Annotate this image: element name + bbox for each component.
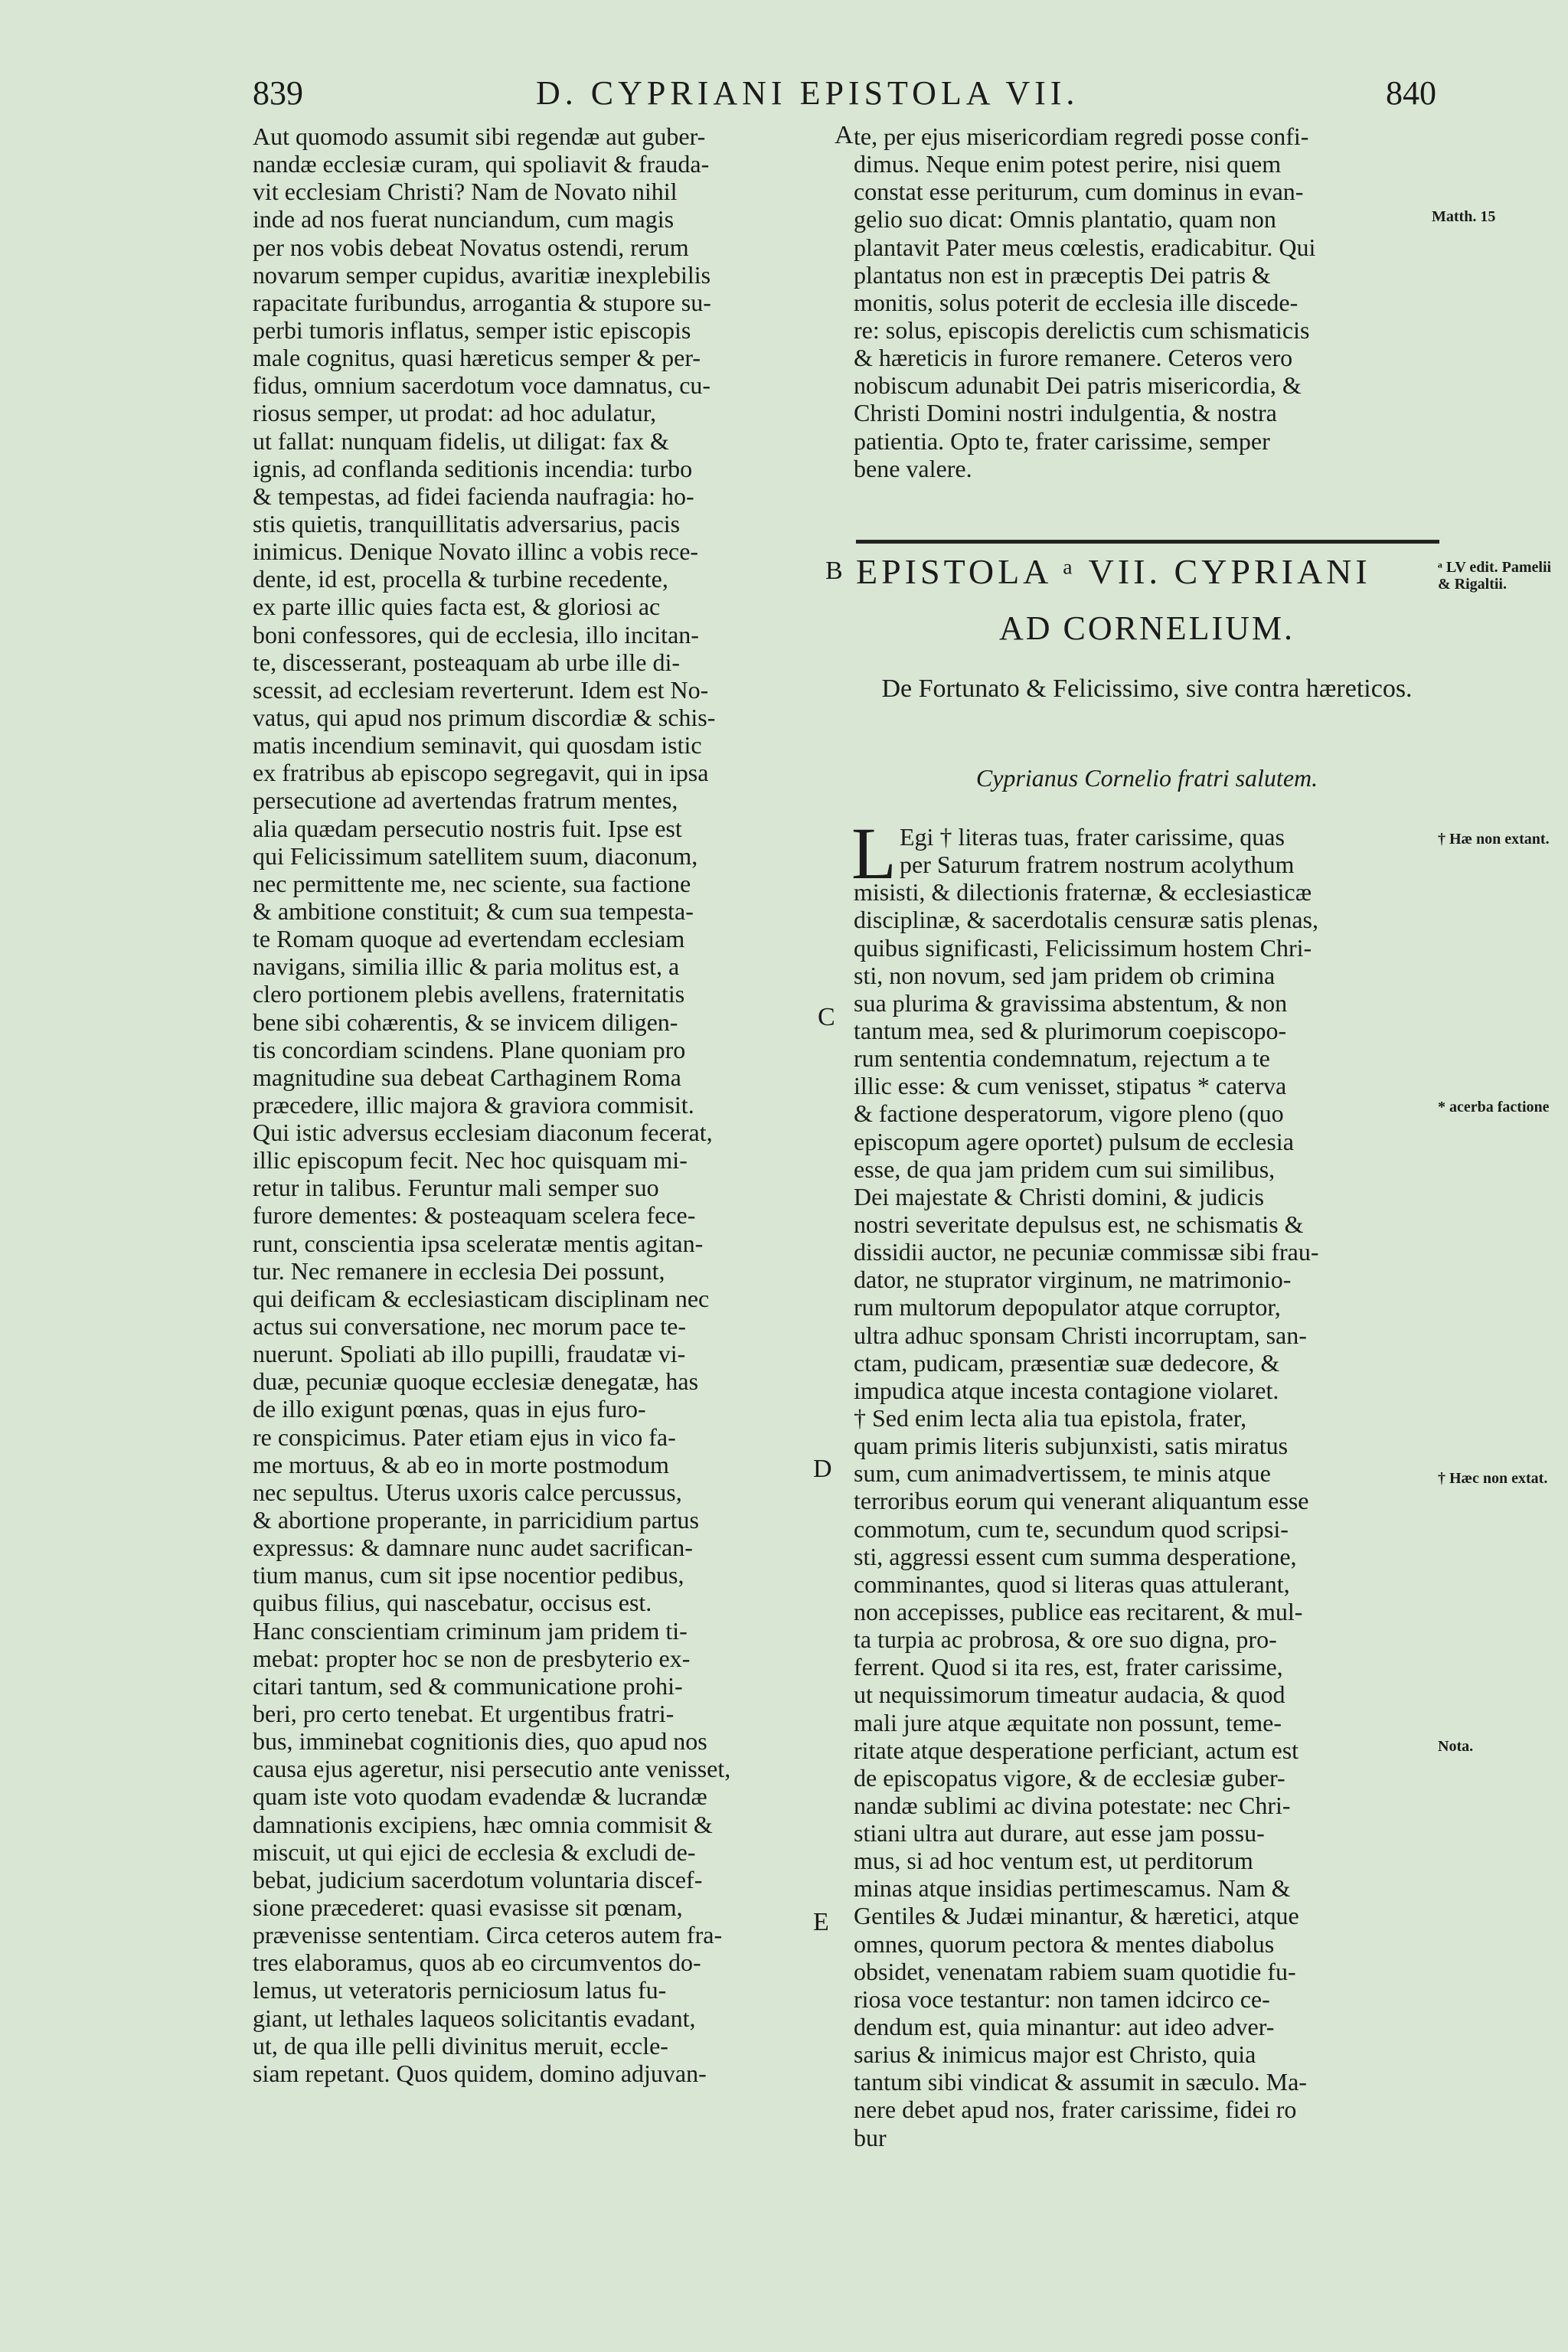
heading-rule	[856, 540, 1439, 544]
text-line: ut nequissimorum timeatur audacia, & quod	[854, 1681, 1285, 1709]
text-line: navigans, similia illic & paria molitus est, a	[253, 952, 680, 981]
section-marker-b: B	[825, 557, 843, 585]
text-line: nostri severitate depulsus est, ne schismatis &	[854, 1210, 1304, 1238]
text-line: gelio suo dicat: Omnis plantatio, quam non	[854, 205, 1276, 234]
text-line: ex fratribus ab episcopo segregavit, qui in ipsa	[253, 759, 709, 787]
text-line: disciplinæ, & sacerdotalis censuræ satis plenas,	[854, 906, 1318, 934]
text-line: bebat, judicium sacerdotum voluntaria discef-	[253, 1865, 703, 1893]
text-line: qui Felicissimum satellitem suum, diaconum,	[253, 841, 698, 870]
text-line: non accepisses, publice eas recitarent, & mul-	[854, 1597, 1303, 1625]
text-line: ut, de qua ille pelli divinitus meruit, eccle-	[253, 2031, 668, 2060]
text-line: bur	[854, 2123, 887, 2151]
left-page-number: 839	[253, 74, 303, 112]
text-line: fidus, omnium sacerdotum voce damnatus, cu-	[253, 371, 711, 400]
text-line: commotum, cum te, secundum quod scripsi-	[854, 1514, 1289, 1543]
text-line: † Sed enim lecta alia tua epistola, frater,	[854, 1403, 1247, 1432]
text-line: Hanc conscientiam criminum jam pridem ti-	[253, 1616, 688, 1645]
text-line: præcedere, illic majora & graviora commisit.	[253, 1090, 694, 1119]
text-line: magnitudine sua debeat Carthaginem Roma	[253, 1063, 681, 1091]
text-line: per nos vobis debeat Novatus ostendi, rerum	[253, 233, 689, 261]
text-line: esse, de qua jam pridem cum sui similibus,	[854, 1155, 1276, 1183]
text-line: Gentiles & Judæi minantur, & hæretici, atque	[854, 1902, 1299, 1930]
text-line: ta turpia ac probrosa, & ore suo digna, pro-	[854, 1625, 1277, 1654]
running-title: D. CYPRIANI EPISTOLA VII.	[536, 74, 1080, 112]
text-line: dator, ne stuprator virginum, ne matrimonio-	[854, 1266, 1292, 1294]
left-column	[253, 122, 815, 2087]
text-line: te, per ejus misericordiam regredi posse confi-	[854, 122, 1309, 150]
text-line: mebat: propter hoc se non de presbyterio ex-	[253, 1644, 691, 1672]
text-line: dissidii auctor, ne pecuniæ commissæ sibi frau-	[854, 1238, 1319, 1266]
text-line: ritate atque desperatione perficiant, actum est	[854, 1736, 1299, 1764]
text-line: beri, pro certo tenebat. Et urgentibus fratri-	[253, 1700, 675, 1728]
text-line: te Romam quoque ad evertendam ecclesiam	[253, 925, 685, 953]
text-line: omnes, quorum pectora & mentes diabolus	[854, 1929, 1275, 1958]
epistle-argument: De Fortunato & Felicissimo, sive contra hæreticos.	[881, 675, 1413, 703]
margin-note-not-extant-1: † Hæ non extant.	[1438, 831, 1550, 848]
text-line: rapacitate furibundus, arrogantia & stupore su-	[253, 288, 711, 316]
text-line: persecutione ad avertendas fratrum mentes,	[253, 786, 678, 815]
text-line: per Saturum fratrem nostrum acolythum	[900, 851, 1295, 879]
text-line: inde ad nos fuerat nunciandum, cum magis	[253, 205, 675, 234]
right-column-top	[854, 122, 1436, 482]
epistle-subtitle: AD CORNELIUM.	[998, 609, 1295, 647]
epistle-salutation: Cyprianus Cornelio fratri salutem.	[975, 764, 1318, 792]
text-line: plantavit Pater meus cœlestis, eradicabitur. Qui	[854, 233, 1316, 261]
text-line: tis concordiam scindens. Plane quoniam pro	[253, 1035, 686, 1063]
text-line: nuerunt. Spoliati ab illo pupilli, fraudatæ vi-	[253, 1340, 686, 1368]
text-line: & ambitione constituit; & cum sua tempesta-	[253, 897, 694, 925]
text-line: bene sibi cohærentis, & se invicem diligen-	[253, 1008, 678, 1036]
text-line: ctam, pudicam, præsentiæ suæ dedecore, &	[854, 1348, 1280, 1377]
text-line: terroribus eorum qui venerant aliquantum esse	[854, 1487, 1309, 1515]
margin-note-not-extant-2: † Hæc non extat.	[1438, 1470, 1548, 1487]
text-line: tres elaboramus, quos ab eo circumventos do-	[253, 1949, 701, 1977]
text-line: tantum sibi vindicat & assumit in sæculo. Ma-	[854, 2068, 1307, 2096]
text-line: Egi † literas tuas, frater carissime, quas	[900, 823, 1285, 851]
text-line: illic episcopum fecit. Nec hoc quisquam mi-	[253, 1146, 688, 1174]
text-line: qui deificam & ecclesiasticam disciplinam nec	[253, 1284, 710, 1312]
text-line: tur. Nec remanere in ecclesia Dei possunt,	[253, 1256, 665, 1285]
margin-note-acerba: * acerba factione	[1438, 1099, 1550, 1116]
text-line: matis incendium seminavit, qui quosdam istic	[253, 731, 702, 760]
text-line: & hæreticis in furore remanere. Ceteros vero	[854, 344, 1293, 372]
text-line: Qui istic adversus ecclesiam diaconum fecerat,	[253, 1119, 713, 1147]
text-line: re conspicimus. Pater etiam ejus in vico fa-	[253, 1423, 676, 1451]
text-line: prævenisse sententiam. Circa ceteros autem fra-	[253, 1921, 723, 1949]
text-line: bene valere.	[854, 454, 972, 482]
text-line: siam repetant. Quos quidem, domino adjuvan-	[253, 2059, 707, 2087]
text-line: episcopum agere oportet) pulsum de ecclesia	[854, 1127, 1294, 1155]
text-line: sti, aggressi essent cum summa desperatione,	[854, 1542, 1297, 1570]
text-line: sua plurima & gravissima abstentum, & non	[854, 988, 1288, 1017]
text-line: illic esse: & cum venisset, stipatus * caterva	[854, 1072, 1287, 1100]
text-line: rum sententia condemnatum, rejectum a te	[854, 1044, 1270, 1073]
text-line: impudica atque incesta contagione violaret.	[854, 1376, 1279, 1404]
text-line: actus sui conversatione, nec morum pace te-	[253, 1312, 686, 1341]
text-line: de illo exigunt pœnas, quas in ejus furo-	[253, 1395, 646, 1423]
text-line: novarum semper cupidus, avaritiæ inexplebilis	[253, 260, 711, 289]
text-line: Dei majestate & Christi domini, & judicis	[854, 1182, 1264, 1210]
text-line: rum multorum depopulator atque corruptor,	[854, 1293, 1281, 1321]
text-line: te, discesserant, posteaquam ab urbe ille di-	[253, 648, 681, 676]
epistle-title: EPISTOLA ᵃ VII. CYPRIANI	[856, 552, 1371, 591]
text-line: comminantes, quod si literas quas attulerant,	[854, 1570, 1290, 1598]
right-page-number: 840	[1386, 74, 1436, 112]
text-line: Christi Domini nostri indulgentia, & nostra	[854, 399, 1277, 427]
text-line: sti, non novum, sed jam pridem ob crimina	[854, 961, 1276, 989]
text-line: runt, conscientia ipsa sceleratæ mentis agitan-	[253, 1229, 704, 1257]
text-line: ferrent. Quod si ita res, est, frater carissime,	[854, 1653, 1283, 1681]
text-line: causa ejus ageretur, nisi persecutio ante venisset,	[253, 1755, 731, 1783]
text-line: lemus, ut veteratoris perniciosum latus fu-	[253, 1976, 667, 2004]
text-line: re: solus, episcopis derelictis cum schismaticis	[854, 315, 1310, 344]
text-line: sarius & inimicus major est Christo, quia	[854, 2040, 1256, 2069]
text-line: ultra adhuc sponsam Christi incorruptam, san-	[854, 1321, 1307, 1349]
text-line: dendum est, quia minantur: aut ideo adver-	[854, 2013, 1275, 2041]
right-column-bottom	[854, 823, 1436, 2151]
text-line: dimus. Neque enim potest perire, nisi quem	[854, 150, 1282, 178]
text-line: tium manus, cum sit ipse nocentior pedibus,	[253, 1561, 684, 1589]
section-marker-a: A	[835, 121, 854, 149]
text-line: constat esse periturum, cum dominus in evan-	[854, 178, 1304, 206]
text-line: expressus: & damnare nunc audet sacrifican-	[253, 1534, 693, 1562]
text-line: citari tantum, sed & communicatione prohi-	[253, 1671, 683, 1700]
text-line: & factione desperatorum, vigore pleno (quo	[854, 1099, 1284, 1128]
text-line: riosa voce testantur: non tamen idcirco ce-	[854, 1984, 1270, 2013]
margin-note-nota: Nota.	[1438, 1738, 1474, 1755]
text-line: patientia. Opto te, frater carissime, semper	[854, 426, 1270, 455]
text-line: perbi tumoris inflatus, semper istic episcopis	[253, 315, 691, 344]
text-line: quibus significasti, Felicissimum hostem Chri-	[854, 933, 1312, 962]
margin-note-matthew: Matth. 15	[1432, 208, 1496, 225]
text-line: riosus semper, ut prodat: ad hoc adulatur,	[253, 399, 657, 427]
text-line: nandæ ecclesiæ curam, qui spoliavit & frauda-	[253, 150, 710, 178]
text-line: & tempestas, ad fidei facienda naufragia: ho-	[253, 482, 694, 510]
text-line: & abortione properante, in parricidium partus	[253, 1506, 699, 1534]
text-line: misisti, & dilectionis fraternæ, & ecclesiasticæ	[854, 878, 1312, 906]
text-line: quam primis literis subjunxisti, satis miratus	[854, 1432, 1289, 1460]
text-line: duæ, pecuniæ quoque ecclesiæ denegatæ, has	[253, 1367, 699, 1396]
text-line: male cognitus, quasi hæreticus semper & per-	[253, 344, 701, 372]
text-line: bus, imminebat cognitionis dies, quo apud nos	[253, 1727, 707, 1756]
text-line: monitis, solus poterit de ecclesia ille discede-	[854, 288, 1298, 316]
text-line: quam iste voto quodam evadendæ & lucrandæ	[253, 1782, 707, 1811]
text-line: stiani ultra aut durare, aut esse jam possu-	[854, 1819, 1265, 1847]
text-line: tantum mea, sed & plurimorum coepiscopo-	[854, 1016, 1287, 1044]
text-line: miscuit, ut qui ejici de ecclesia & excludi de-	[253, 1838, 696, 1866]
text-line: Aut quomodo assumit sibi regendæ aut guber-	[253, 122, 706, 150]
text-line: alia quædam persecutio nostris fuit. Ipse est	[253, 814, 682, 842]
text-line: ignis, ad conflanda seditionis incendia: turbo	[253, 454, 693, 482]
text-line: mali jure atque æquitate non possunt, teme-	[854, 1708, 1282, 1736]
text-line: me mortuus, & ab eo in morte postmodum	[253, 1450, 669, 1478]
text-line: de episcopatus vigore, & de ecclesiæ guber-	[854, 1763, 1285, 1792]
text-line: ex parte illic quies facta est, & gloriosi ac	[253, 593, 661, 621]
text-line: nandæ sublimi ac divina potestate: nec Chri-	[854, 1791, 1291, 1819]
text-line: nec sepultus. Uterus uxoris calce percussus,	[253, 1478, 682, 1506]
text-line: sum, cum animadvertissem, te minis atque	[854, 1459, 1271, 1488]
text-line: clero portionem plebis avellens, fraternitatis	[253, 980, 685, 1008]
section-marker-c: C	[818, 1003, 835, 1031]
text-line: plantatus non est in præceptis Dei patris &	[854, 260, 1271, 289]
text-line: retur in talibus. Feruntur mali semper suo	[253, 1174, 659, 1202]
drop-cap: L	[851, 812, 897, 894]
text-line: ut fallat: nunquam fidelis, ut diligat: fax &	[253, 426, 669, 455]
text-line: mus, si ad hoc ventum est, ut perditorum	[854, 1847, 1253, 1875]
text-line: damnationis excipiens, hæc omnia commisit &	[253, 1810, 713, 1838]
text-line: giant, ut lethales laqueos solicitantis evadant,	[253, 2004, 696, 2032]
text-line: nec permittente me, nec sciente, sua factione	[253, 869, 691, 897]
section-marker-e: E	[813, 1908, 829, 1936]
text-line: vit ecclesiam Christi? Nam de Novato nihil	[253, 178, 678, 206]
text-line: quibus filius, qui nascebatur, occisus est.	[253, 1589, 652, 1617]
text-line: vatus, qui apud nos primum discordiæ & schis-	[253, 703, 716, 731]
text-line: scessit, ad ecclesiam reverterunt. Idem est No-	[253, 675, 709, 704]
text-line: furore dementes: & posteaquam scelera fece-	[253, 1201, 696, 1230]
text-line: dente, id est, procella & turbine recedente,	[253, 565, 668, 593]
text-line: stis quietis, tranquillitatis adversarius, pacis	[253, 509, 681, 537]
section-marker-d: D	[813, 1455, 832, 1483]
text-line: sione præcederet: quasi evasisse sit pœnam,	[253, 1893, 683, 1921]
margin-note-edition: ᵃ LV edit. Pamelii & Rigaltii.	[1438, 559, 1552, 593]
text-line: minas atque insidias pertimescamus. Nam &	[854, 1874, 1291, 1903]
text-line: nobiscum adunabit Dei patris misericordia, &	[854, 371, 1302, 400]
text-line: boni confessores, qui de ecclesia, illo incitan-	[253, 620, 699, 648]
text-line: inimicus. Denique Novato illinc a vobis rece-	[253, 537, 699, 566]
text-line: obsidet, venenatam rabiem suam quotidie fu-	[854, 1957, 1296, 1985]
text-line: nere debet apud nos, frater carissime, fidei ro	[854, 2096, 1297, 2124]
